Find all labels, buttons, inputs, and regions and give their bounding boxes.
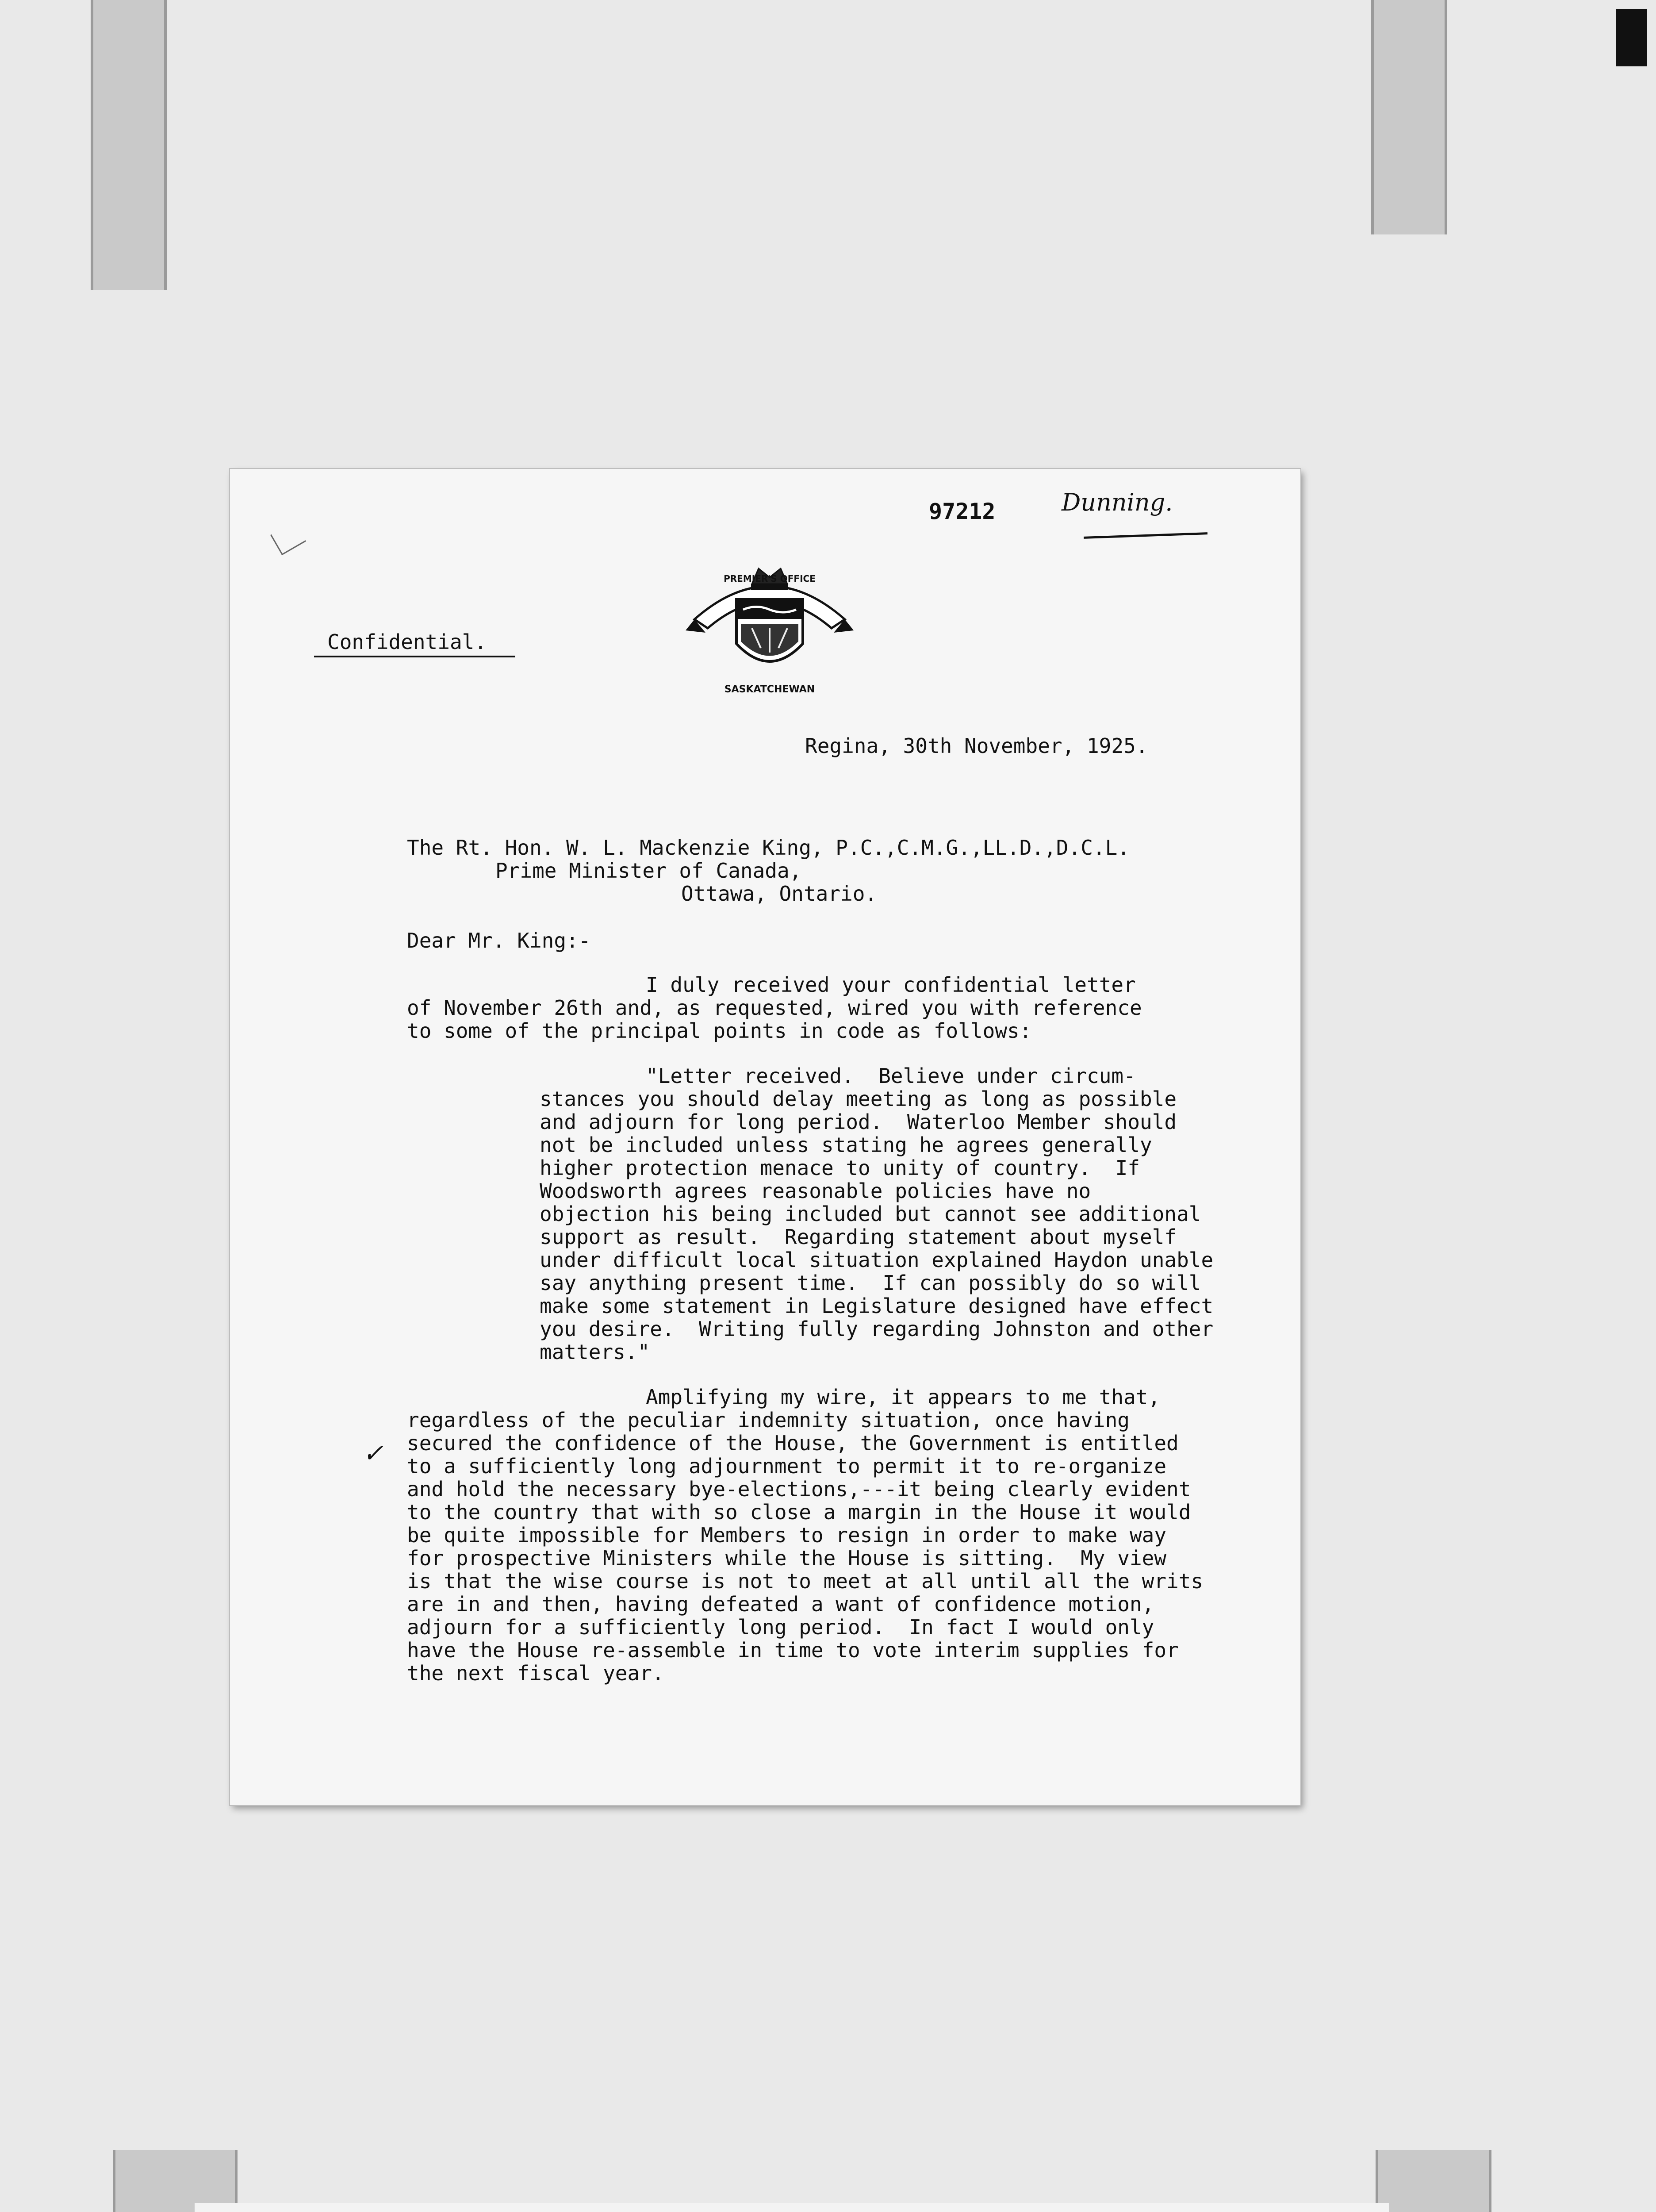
- quote-line: higher protection menace to unity of country. If: [540, 1156, 1140, 1180]
- classification-label: Confidential.: [327, 630, 487, 654]
- quote-line: matters.": [540, 1340, 650, 1364]
- file-number: 97212: [929, 499, 996, 524]
- paragraph-line: the next fiscal year.: [407, 1661, 664, 1685]
- date-line: Regina, 30th November, 1925.: [805, 734, 1148, 758]
- paragraph-line: are in and then, having defeated a want of confidence motion,: [407, 1592, 1154, 1616]
- addressee-line: Ottawa, Ontario.: [681, 882, 878, 906]
- margin-check-mark: ✓: [363, 1439, 383, 1468]
- classification-underline: [314, 656, 515, 657]
- paragraph-line: Amplifying my wire, it appears to me that,: [646, 1385, 1161, 1409]
- quote-line: objection his being included but cannot see additional: [540, 1202, 1201, 1226]
- paragraph-line: be quite impossible for Members to resign in order to make way: [407, 1523, 1167, 1547]
- quote-line: support as result. Regarding statement about myself: [540, 1225, 1177, 1249]
- premiers-office-crest-icon: [686, 557, 854, 699]
- quote-line: under difficult local situation explained Haydon unable: [540, 1248, 1214, 1272]
- paragraph-line: for prospective Ministers while the House is sitting. My view: [407, 1546, 1167, 1570]
- paragraph-line: is that the wise course is not to meet at all until all the writs: [407, 1569, 1204, 1593]
- quote-line: you desire. Writing fully regarding Johnston and other: [540, 1317, 1214, 1341]
- film-edge-mark: [1616, 9, 1647, 66]
- mounting-tape: [91, 0, 167, 290]
- paragraph-line: adjourn for a sufficiently long period. In fact I would only: [407, 1615, 1154, 1639]
- addressee-line: Prime Minister of Canada,: [495, 859, 802, 883]
- handwritten-annotation: Dunning.: [1062, 488, 1173, 516]
- quote-line: stances you should delay meeting as long as possible: [540, 1087, 1177, 1111]
- archive-label-card: [195, 2203, 1389, 2212]
- quote-line: Woodsworth agrees reasonable policies have no: [540, 1179, 1091, 1203]
- addressee-line: The Rt. Hon. W. L. Mackenzie King, P.C.,C.M.G.,LL.D.,D.C.L.: [407, 836, 1130, 860]
- paragraph-line: of November 26th and, as requested, wired you with reference: [407, 996, 1142, 1020]
- paragraph-line: I duly received your confidential letter: [646, 973, 1136, 997]
- mounting-tape: [1376, 2150, 1491, 2212]
- paragraph-line: regardless of the peculiar indemnity situation, once having: [407, 1408, 1130, 1432]
- annotation-underline: [1084, 532, 1208, 539]
- paragraph-line: to some of the principal points in code as follows:: [407, 1019, 1032, 1043]
- mounting-tape: [113, 2150, 238, 2212]
- crest-ribbon-text: PREMIER'S OFFICE: [724, 573, 816, 584]
- quote-line: "Letter received. Believe under circum-: [646, 1064, 1136, 1088]
- quote-line: and adjourn for long period. Waterloo Member should: [540, 1110, 1177, 1134]
- quote-line: not be included unless stating he agrees generally: [540, 1133, 1152, 1157]
- paragraph-line: to the country that with so close a margin in the House it would: [407, 1500, 1191, 1524]
- paragraph-line: have the House re-assemble in time to vote interim supplies for: [407, 1638, 1179, 1662]
- crest-province-text: SASKATCHEWAN: [724, 684, 815, 695]
- paragraph-line: secured the confidence of the House, the Government is entitled: [407, 1431, 1179, 1455]
- paragraph-line: to a sufficiently long adjournment to permit it to re-organize: [407, 1454, 1167, 1478]
- quote-line: say anything present time. If can possibly do so will: [540, 1271, 1201, 1295]
- salutation: Dear Mr. King:-: [407, 929, 591, 952]
- mounting-tape: [1371, 0, 1447, 234]
- quote-line: make some statement in Legislature designed have effect: [540, 1294, 1214, 1318]
- paragraph-line: and hold the necessary bye-elections,---it being clearly evident: [407, 1477, 1191, 1501]
- letter-page: [230, 469, 1300, 1805]
- pencil-mark: [270, 521, 306, 555]
